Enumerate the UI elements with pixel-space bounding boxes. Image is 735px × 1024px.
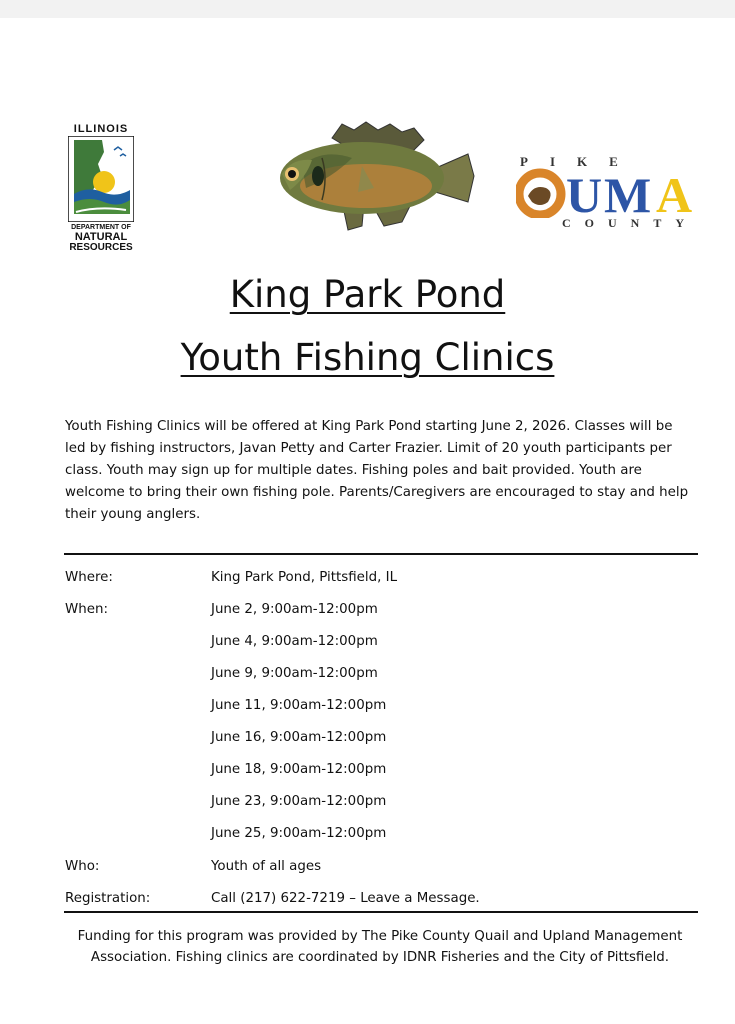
quma-logo-bottom: COUNTY [562, 216, 699, 230]
svg-text:U: U [566, 168, 603, 218]
who-value: Youth of all ages [211, 859, 322, 874]
top-rule [64, 553, 698, 555]
quma-logo [516, 154, 714, 232]
quma-logo-top: PIKE [520, 154, 640, 169]
idnr-logo [64, 124, 138, 254]
date-item: June 16, 9:00am-12:00pm [211, 730, 387, 745]
quail-icon [516, 168, 714, 218]
svg-text:A: A [656, 168, 693, 218]
date-item: June 11, 9:00am-12:00pm [211, 698, 387, 713]
where-value: King Park Pond, Pittsfield, IL [211, 570, 398, 585]
when-label: When: [65, 602, 108, 617]
top-bar [0, 0, 735, 18]
svg-text:M: M [604, 168, 652, 218]
intro-paragraph: Youth Fishing Clinics will be offered at King Park Pond starting June 2, 2026. Classes will be led by fishing instructors, Javan Petty and Carter Frazier. Limit of 20 youth participants per class. Youth may sign up for multiple dates. Fishing poles and bait provided. Youth are welcome to bring their own fishing pole. Parents/Caregivers are encouraged to stay and help their young anglers. [65, 419, 689, 522]
date-item: June 23, 9:00am-12:00pm [211, 794, 387, 809]
date-item: June 2, 9:00am-12:00pm [211, 602, 378, 617]
idnr-logo-line4: RESOURCES [69, 242, 133, 253]
title-line1: King Park Pond [229, 273, 506, 316]
idnr-logo-line2: DEPARTMENT OF [71, 224, 131, 231]
who-label: Who: [65, 859, 100, 874]
date-item: June 18, 9:00am-12:00pm [211, 762, 387, 777]
illinois-state-icon [68, 136, 134, 222]
date-item: June 4, 9:00am-12:00pm [211, 634, 378, 649]
title-line2: Youth Fishing Clinics [180, 336, 555, 379]
footer-note: Funding for this program was provided by The Pike County Quail and Upland Management Association. Fishing clinics are coordinated by IDNR Fisheries and the City of Pittsfield. [77, 929, 683, 965]
where-label: Where: [65, 570, 113, 585]
bottom-rule [64, 911, 698, 913]
registration-label: Registration: [65, 891, 151, 906]
date-item: June 9, 9:00am-12:00pm [211, 666, 378, 681]
registration-value: Call (217) 622-7219 – Leave a Message. [211, 891, 480, 906]
bluegill-fish-icon [262, 118, 478, 246]
idnr-logo-line3: NATURAL [74, 231, 128, 243]
idnr-logo-line1: ILLINOIS [73, 123, 129, 135]
date-item: June 25, 9:00am-12:00pm [211, 826, 387, 841]
